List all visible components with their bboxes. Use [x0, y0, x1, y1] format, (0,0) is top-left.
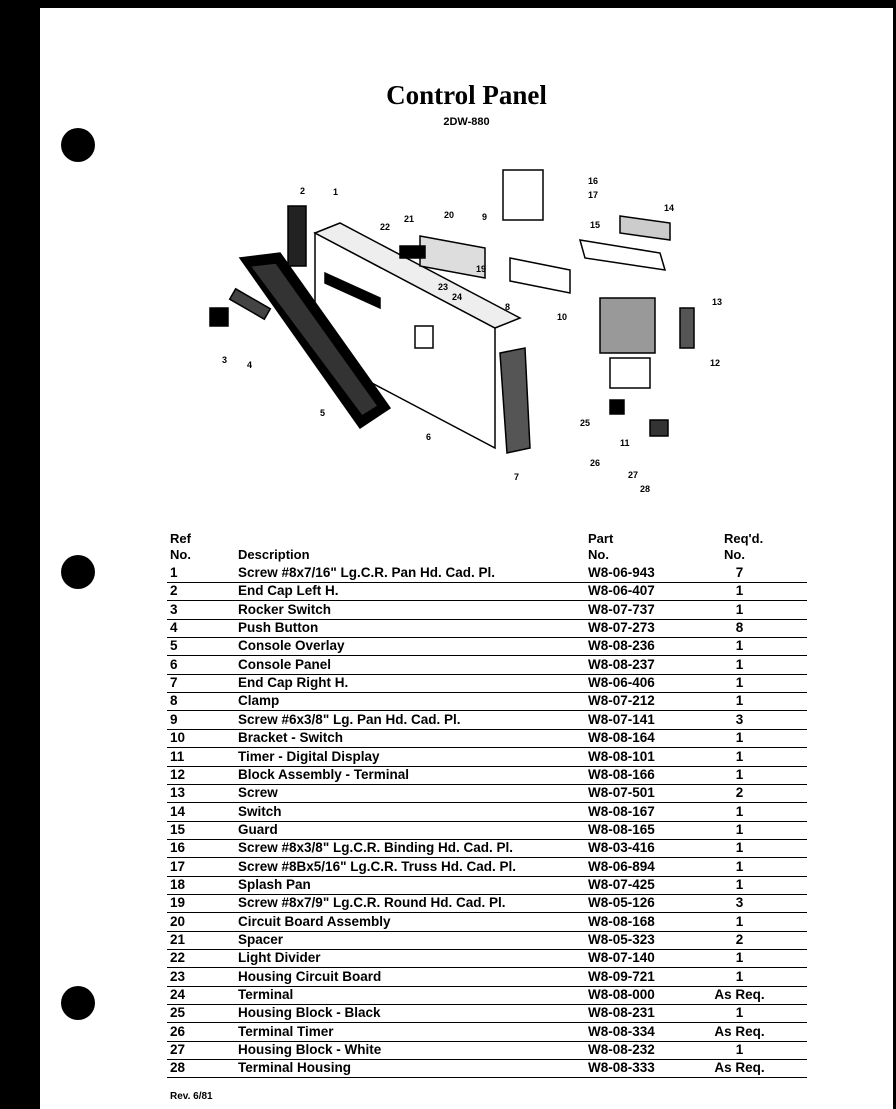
description: Spacer [238, 932, 284, 947]
header-req-line2: No. [724, 547, 745, 562]
callout-27: 27 [628, 470, 639, 480]
callout-25: 25 [580, 418, 591, 428]
description: End Cap Left H. [238, 583, 339, 599]
table-row [167, 949, 807, 968]
description: Screw #8Bx5/16" Lg.C.R. Truss Hd. Cad. Pl. [238, 858, 516, 874]
part-number: W8-07-501 [588, 785, 655, 801]
callout-20: 20 [444, 210, 455, 220]
part-number: W8-08-000 [588, 987, 655, 1003]
ref-number: 4 [170, 620, 178, 636]
exploded-diagram [40, 8, 893, 508]
table-row [167, 968, 807, 987]
part-number: W8-08-237 [588, 656, 655, 672]
part-number: W8-03-416 [588, 840, 655, 856]
quantity: 1 [735, 693, 744, 709]
description: Console Panel [238, 656, 332, 672]
ref-number: 19 [170, 895, 186, 911]
callout-5: 5 [320, 408, 326, 418]
table-row [167, 692, 807, 711]
end-cap-right [500, 348, 530, 453]
header-ref [170, 531, 191, 563]
description: Console Overlay [238, 638, 345, 654]
table-row [167, 1059, 807, 1078]
timer [600, 298, 655, 353]
callout-3: 3 [222, 355, 228, 365]
part-number: W8-08-166 [588, 766, 655, 782]
part-number: W8-07-737 [588, 601, 655, 617]
description: Housing Circuit Board [238, 968, 382, 984]
ref-number: 23 [170, 968, 186, 984]
quantity: 1 [735, 1042, 744, 1058]
rocker-switch [210, 308, 228, 326]
binder-hole [61, 986, 95, 1020]
callout-9: 9 [482, 212, 488, 222]
quantity: 3 [735, 895, 744, 911]
description: Screw #8x7/16" Lg.C.R. Pan Hd. Cad. Pl. [238, 565, 495, 580]
description: Screw #8x7/9" Lg.C.R. Round Hd. Cad. Pl. [238, 895, 506, 911]
callout-7: 7 [514, 472, 520, 482]
header-req-line1: Req'd. [724, 531, 764, 546]
quantity: 1 [735, 748, 744, 764]
ref-number: 2 [170, 583, 178, 599]
table-row [167, 564, 807, 583]
part-number: W8-08-232 [588, 1042, 655, 1058]
part-number: W8-08-231 [588, 1005, 655, 1021]
description: Screw #8x3/8" Lg.C.R. Binding Hd. Cad. Pl. [238, 840, 513, 856]
ref-number: 13 [170, 785, 186, 801]
housing-block-white [650, 420, 668, 436]
part-number: W8-08-167 [588, 803, 655, 819]
ref-number: 26 [170, 1023, 186, 1039]
table-row [167, 858, 807, 877]
part-number: W8-05-126 [588, 895, 655, 911]
ref-number: 1 [170, 565, 178, 580]
table-row [167, 821, 807, 840]
table-row [167, 674, 807, 693]
part-number: W8-07-425 [588, 876, 655, 892]
part-number: W8-08-165 [588, 821, 655, 837]
table-row [167, 1004, 807, 1023]
ref-number: 24 [170, 987, 186, 1003]
ref-number: 9 [170, 711, 178, 727]
quantity: 1 [735, 730, 744, 746]
description: Bracket - Switch [238, 730, 344, 746]
quantity: 1 [735, 858, 744, 874]
quantity: 1 [735, 950, 744, 966]
ref-number: 25 [170, 1005, 186, 1021]
table-row [167, 601, 807, 620]
splash-pan [503, 170, 543, 220]
table-row [167, 784, 807, 803]
quantity: 2 [735, 932, 744, 947]
part-number: W8-06-894 [588, 858, 655, 874]
part-number: W8-07-212 [588, 693, 655, 709]
header-description: Description [238, 547, 310, 562]
description: Screw #6x3/8" Lg. Pan Hd. Cad. Pl. [238, 711, 461, 727]
quantity: 1 [735, 638, 744, 654]
ref-number: 12 [170, 766, 186, 782]
quantity: 1 [735, 675, 744, 691]
housing-block-black [610, 400, 624, 414]
quantity: 8 [735, 620, 744, 636]
ref-number: 6 [170, 656, 178, 672]
ref-number: 17 [170, 858, 186, 874]
ref-number: 21 [170, 932, 186, 947]
callout-4: 4 [247, 360, 253, 370]
bracket [510, 258, 570, 293]
ref-number: 8 [170, 693, 178, 709]
table-row [167, 748, 807, 767]
part-number: W8-08-334 [588, 1023, 655, 1039]
quantity: 3 [735, 711, 744, 727]
quantity: 1 [735, 821, 744, 837]
part-number: W8-08-168 [588, 913, 655, 929]
table-row [167, 913, 807, 932]
callout-16: 16 [588, 176, 599, 186]
quantity: 2 [735, 785, 744, 801]
part-number: W8-06-407 [588, 583, 655, 599]
ref-number: 27 [170, 1042, 186, 1058]
revision-note: Rev. 6/81 [170, 1091, 213, 1102]
part-number: W8-06-406 [588, 675, 655, 691]
table-row [167, 894, 807, 913]
callout-22: 22 [380, 222, 391, 232]
callout-10: 10 [557, 312, 568, 322]
callout-12: 12 [710, 358, 721, 368]
table-row [167, 1041, 807, 1060]
part-number: W8-08-236 [588, 638, 655, 654]
quantity: 1 [735, 1005, 744, 1021]
callout-11: 11 [620, 438, 630, 448]
ref-number: 15 [170, 821, 186, 837]
callout-8: 8 [505, 302, 511, 312]
description: Housing Block - White [238, 1042, 382, 1058]
guard [580, 240, 665, 270]
callout-26: 26 [590, 458, 601, 468]
ref-number: 11 [170, 748, 185, 764]
quantity: 1 [735, 913, 744, 929]
parts-page [40, 8, 893, 1109]
callout-23: 23 [438, 282, 449, 292]
quantity: 1 [735, 840, 744, 856]
ref-number: 10 [170, 730, 186, 746]
terminal-block [680, 308, 694, 348]
header-part [588, 531, 613, 563]
part-number: W8-07-141 [588, 711, 655, 727]
table-row [167, 619, 807, 638]
quantity: 7 [735, 565, 744, 580]
quantity: As Req. [714, 1023, 765, 1039]
description: Terminal Timer [238, 1023, 334, 1039]
header-ref-line1: Ref [170, 531, 191, 546]
header-req [724, 531, 763, 563]
ref-number: 7 [170, 675, 178, 691]
quantity: 1 [735, 583, 744, 599]
ref-number: 16 [170, 840, 186, 856]
table-row [167, 637, 807, 656]
callout-17: 17 [588, 190, 599, 200]
part-number: W8-07-140 [588, 950, 655, 966]
table-row [167, 839, 807, 858]
switch [620, 216, 670, 240]
part-number: W8-06-943 [588, 565, 655, 580]
description: Terminal Housing [238, 1060, 352, 1076]
callout-1: 1 [333, 187, 339, 197]
description: Clamp [238, 693, 280, 709]
table-row [167, 729, 807, 748]
description: Screw [238, 785, 278, 801]
table-row [167, 876, 807, 895]
ref-number: 5 [170, 638, 178, 654]
ref-number: 22 [170, 950, 186, 966]
part-number: W8-08-101 [588, 748, 655, 764]
part-number: W8-08-164 [588, 730, 655, 746]
description: Rocker Switch [238, 601, 332, 617]
quantity: 1 [735, 656, 744, 672]
description: Switch [238, 803, 282, 819]
ref-number: 14 [170, 803, 186, 819]
ref-number: 28 [170, 1060, 186, 1076]
callout-15: 15 [590, 220, 601, 230]
part-number: W8-09-721 [588, 968, 655, 984]
callout-28: 28 [640, 484, 651, 494]
table-row [167, 711, 807, 730]
ref-number: 20 [170, 913, 186, 929]
part-number: W8-05-323 [588, 932, 655, 947]
callout-19: 19 [476, 264, 487, 274]
description: Timer - Digital Display [238, 748, 380, 764]
header-ref-line2: No. [170, 547, 191, 562]
part-number: W8-07-273 [588, 620, 655, 636]
table-row [167, 656, 807, 675]
table-row [167, 986, 807, 1005]
description: Guard [238, 821, 278, 837]
description: Terminal [238, 987, 294, 1003]
description: Light Divider [238, 950, 321, 966]
end-cap-left [288, 206, 306, 266]
table-row [167, 803, 807, 822]
header-part-line1: Part [588, 531, 614, 546]
callout-6: 6 [426, 432, 432, 442]
binder-hole [61, 555, 95, 589]
description: Circuit Board Assembly [238, 913, 391, 929]
part-number: W8-08-333 [588, 1060, 655, 1076]
header-part-line2: No. [588, 547, 609, 562]
description: Block Assembly - Terminal [238, 766, 410, 782]
ref-number: 3 [170, 601, 178, 617]
quantity: 1 [735, 876, 744, 892]
quantity: As Req. [714, 987, 765, 1003]
ref-number: 18 [170, 876, 186, 892]
table-row [167, 931, 807, 950]
callout-24: 24 [452, 292, 463, 302]
quantity: 1 [735, 766, 744, 782]
table-row [167, 582, 807, 601]
callout-13: 13 [712, 297, 723, 307]
description: End Cap Right H. [238, 675, 349, 691]
callout-2: 2 [300, 186, 306, 196]
callout-21: 21 [404, 214, 415, 224]
quantity: As Req. [714, 1060, 765, 1076]
table-row [167, 766, 807, 785]
quantity: 1 [735, 968, 744, 984]
light-divider [400, 246, 425, 258]
page-title: Control Panel [386, 80, 547, 110]
quantity: 1 [735, 601, 744, 617]
description: Push Button [238, 620, 319, 636]
callout-14: 14 [664, 203, 675, 213]
model-number: 2DW-880 [443, 116, 490, 128]
quantity: 1 [735, 803, 744, 819]
description: Splash Pan [238, 876, 311, 892]
description: Housing Block - Black [238, 1005, 381, 1021]
table-row [167, 1023, 807, 1042]
